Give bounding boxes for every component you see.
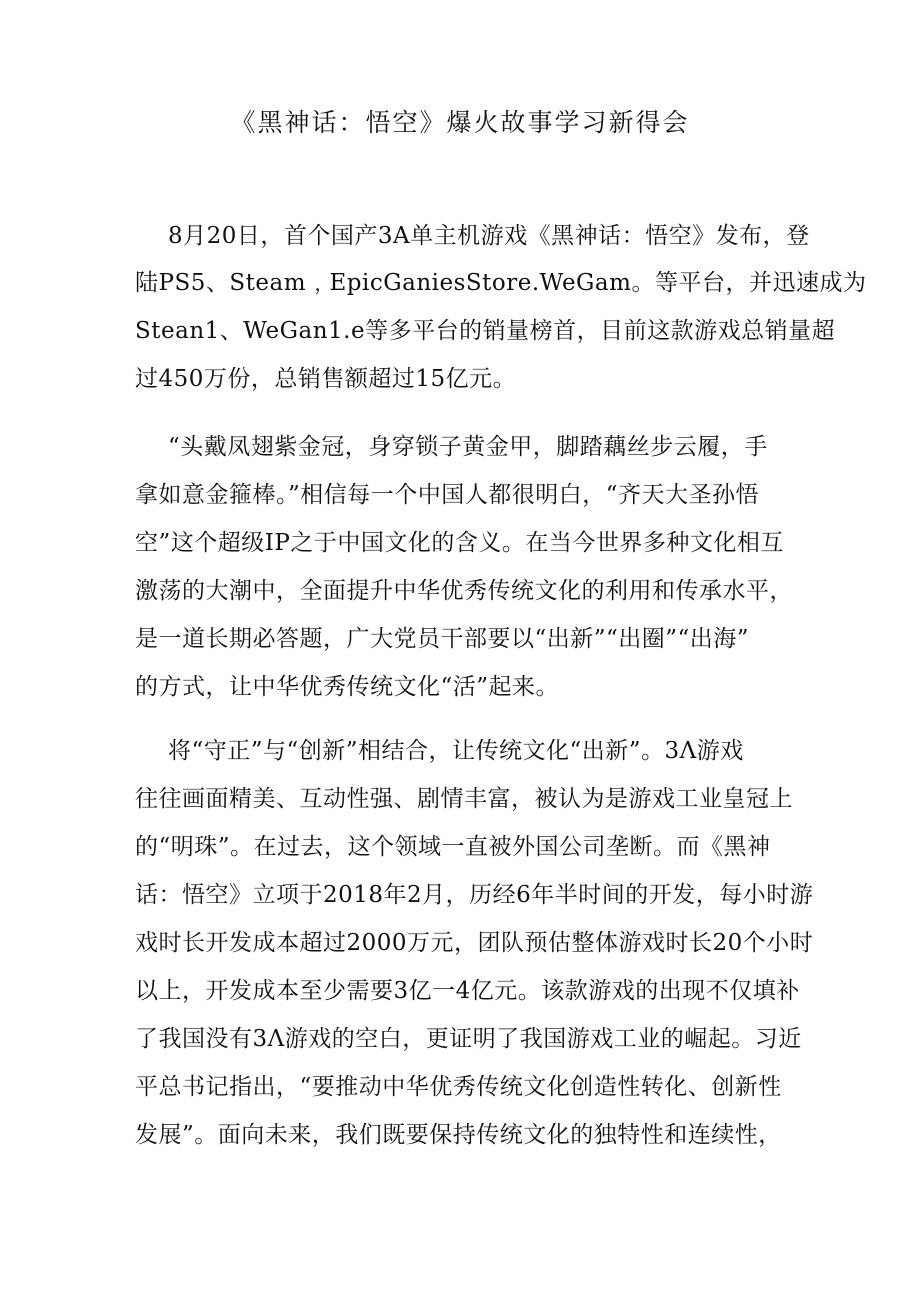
paragraph-1-line-2: 陆PS5、Steam﹐EpicGaniesStore.WeGam。等平台，并迅速成为 bbox=[135, 270, 867, 296]
paragraph-2-line-2: 拿如意金箍棒。”相信每一个中国人都很明白，“齐天大圣孙悟 bbox=[135, 482, 760, 508]
paragraph-2-line-4: 激荡的大潮中，全面提升中华优秀传统文化的利用和传承水平， bbox=[135, 578, 793, 604]
paragraph-3-line-5: 戏时长开发成本超过2000万元，团队预估整体游戏时长20个小时 bbox=[135, 930, 814, 956]
paragraph-2-line-5: 是一道长期必答题，广大党员干部要以“出新”“出圈”“出海” bbox=[135, 626, 750, 652]
page-title: 《黑神话：悟空》爆火故事学习新得会 bbox=[230, 108, 690, 137]
paragraph-2-line-1: “头戴凤翅紫金冠，身穿锁子黄金甲，脚踏藕丝步云履，手 bbox=[168, 434, 768, 460]
paragraph-3-line-7: 了我国没有3Λ游戏的空白，更证明了我国游戏工业的崛起。习近 bbox=[135, 1026, 802, 1052]
paragraph-2-line-6: 的方式，让中华优秀传统文化“活”起来。 bbox=[135, 674, 560, 700]
paragraph-1-line-3: Stean1、WeGan1.e等多平台的销量榜首，目前这款游戏总销量超 bbox=[135, 318, 836, 344]
paragraph-1-line-4: 过450万份，总销售额超过15亿元。 bbox=[135, 366, 517, 392]
paragraph-3-line-6: 以上，开发成本至少需要3亿一4亿元。该款游戏的出现不仅填补 bbox=[135, 978, 800, 1004]
paragraph-3-line-4: 话：悟空》立项于2018年2月，历经6年半时间的开发，每小时游 bbox=[135, 882, 814, 908]
paragraph-3-line-3: 的“明珠”。在过去，这个领域一直被外国公司垄断。而《黑神 bbox=[135, 834, 771, 860]
paragraph-3-line-9: 发展”。面向未来，我们既要保持传统文化的独特性和连续性， bbox=[135, 1122, 782, 1148]
paragraph-3-line-8: 平总书记指出，“要推动中华优秀传统文化创造性转化、创新性 bbox=[135, 1074, 782, 1100]
paragraph-3-line-1: 将“守正”与“创新”相结合，让传统文化“出新”。3Λ游戏 bbox=[168, 738, 744, 764]
paragraph-2-line-3: 空”这个超级IP之于中国文化的含义。在当今世界多种文化相互 bbox=[135, 530, 784, 556]
paragraph-1-line-1: 8月20日，首个国产3A单主机游戏《黑神话：悟空》发布，登 bbox=[168, 223, 810, 249]
paragraph-3-line-2: 往往画面精美、互动性强、剧情丰富，被认为是游戏工业皇冠上 bbox=[135, 786, 793, 812]
